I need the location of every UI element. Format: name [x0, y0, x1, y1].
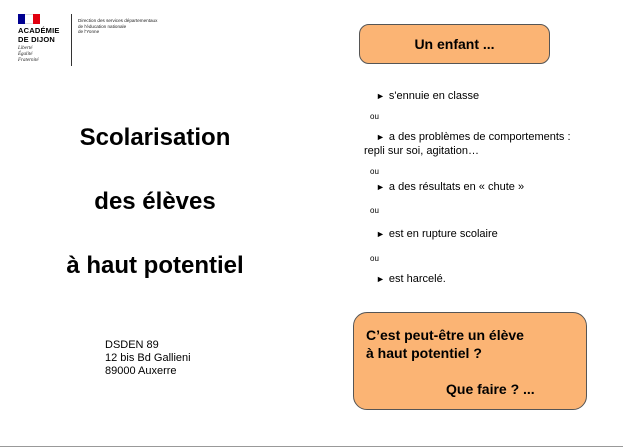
list-item: ► a des résultats en « chute »: [376, 181, 525, 193]
title-line-1: Scolarisation: [79, 124, 231, 151]
address-block: [105, 339, 191, 378]
bottom-divider: [0, 446, 623, 447]
list-item: ► s'ennuie en classe: [376, 90, 480, 102]
list-item: ► est en rupture scolaire: [376, 228, 498, 240]
republic-motto: Liberté Égalité Fraternité: [18, 46, 39, 63]
address-line-2: 12 bis Bd Gallieni: [105, 352, 191, 364]
address-line-1: DSDEN 89: [105, 339, 159, 351]
academy-logo: [18, 14, 178, 70]
arrow-icon: ►: [376, 182, 385, 192]
logo-divider: [71, 14, 72, 66]
title-line-2: des élèves: [94, 188, 216, 215]
or-separator: ou: [370, 206, 379, 215]
or-separator: ou: [370, 254, 379, 263]
list-item: ► a des problèmes de comportements :: [376, 131, 571, 143]
direction-label: Direction des services départementaux de l'éducation nationale de l'Yonne: [78, 18, 158, 35]
header-box: [359, 24, 550, 64]
title-line-3: à haut potentiel: [66, 252, 244, 279]
question-box: [353, 312, 587, 410]
or-separator: ou: [370, 112, 379, 121]
question-line-2: à haut potentiel ?: [366, 345, 482, 361]
question-line-3: Que faire ? ...: [446, 381, 535, 397]
list-item-continuation: repli sur soi, agitation…: [364, 145, 479, 157]
address-line-3: 89000 Auxerre: [105, 365, 177, 377]
arrow-icon: ►: [376, 274, 385, 284]
academy-name: ACADÉMIE DE DIJON: [18, 26, 60, 44]
arrow-icon: ►: [376, 91, 385, 101]
header-box-label: Un enfant ...: [414, 36, 495, 52]
arrow-icon: ►: [376, 229, 385, 239]
arrow-icon: ►: [376, 132, 385, 142]
or-separator: ou: [370, 167, 379, 176]
question-line-1: C’est peut-être un élève: [366, 327, 524, 343]
list-item: ► est harcelé.: [376, 273, 446, 285]
french-flag-icon: [18, 14, 40, 24]
